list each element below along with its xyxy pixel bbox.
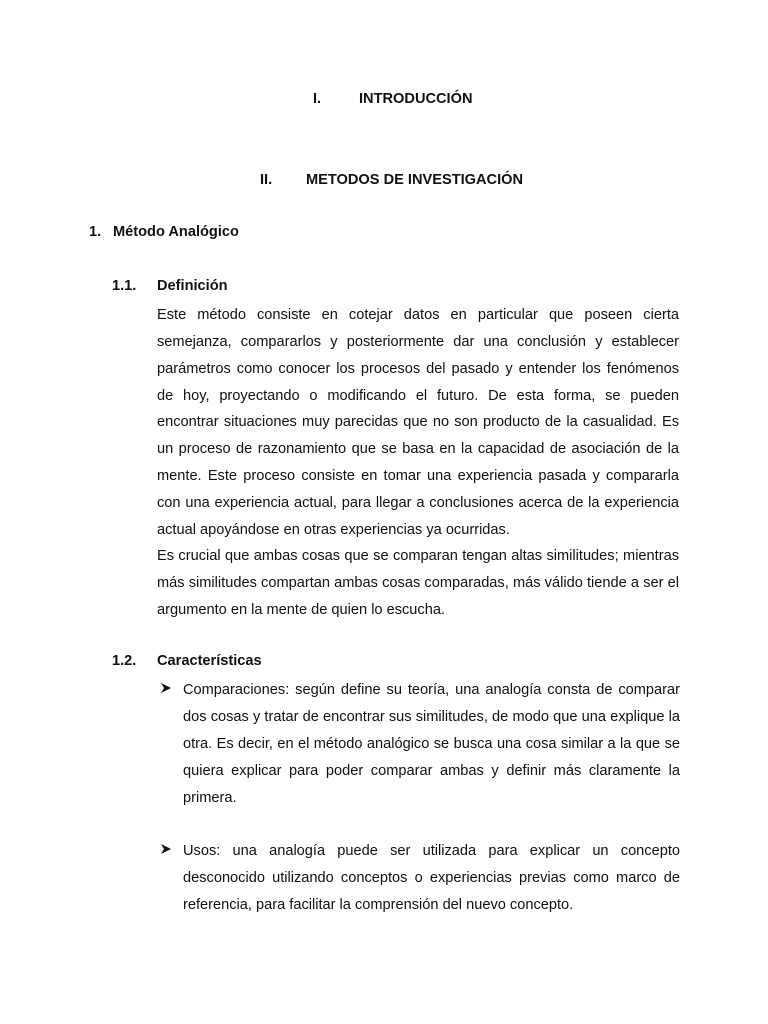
subsection-number: 1.1.	[112, 278, 137, 294]
heading-title: METODOS DE INVESTIGACIÓN	[306, 172, 524, 188]
bullet-text: Usos: una analogía puede ser utilizada para explicar un concepto desconocido utilizando conceptos o experiencias previas como marco de referencia, para facilitar la comprensión del nuevo concepto.	[183, 843, 680, 913]
subsection-title: Definición	[157, 278, 228, 294]
heading-numeral: II.	[260, 172, 273, 188]
subsection-number: 1.2.	[112, 653, 137, 669]
section-metodo-analogico	[89, 224, 239, 240]
definicion-paragraph-2: Es crucial que ambas cosas que se comparan tengan altas similitudes; mientras más similitudes compartan ambas cosas comparadas, más válido tiende a ser el argumento en la mente de quien lo escucha.	[157, 548, 679, 618]
arrow-right-icon	[160, 682, 172, 694]
subsection-caracteristicas	[112, 653, 412, 673]
subsection-definicion	[112, 278, 412, 298]
section-title: Método Analógico	[113, 224, 239, 240]
section-number: 1.	[89, 224, 102, 240]
arrow-right-icon	[160, 843, 172, 855]
bullet-text: Comparaciones: según define su teoría, una analogía consta de comparar dos cosas y tratar de encontrar sus similitudes, de modo que una explique la otra. Es decir, en el método analógico se busca una cosa similar a la que se quiera explicar para poder comparar ambas y definir más claramente la primera.	[183, 682, 680, 806]
heading-introduccion	[313, 91, 513, 111]
heading-numeral: I.	[313, 91, 322, 107]
heading-title: INTRODUCCIÓN	[359, 91, 473, 107]
heading-metodos	[260, 172, 580, 192]
subsection-title: Características	[157, 653, 262, 669]
definicion-paragraph-1: Este método consiste en cotejar datos en particular que poseen cierta semejanza, compararlos y posteriormente dar una conclusión y establecer parámetros como conocer los procesos del pasado y entender los fenómenos de hoy, proyectando o modificando el futuro. De esta forma, se pueden encontrar situaciones muy parecidas que no son producto de la casualidad. Es un proceso de razonamiento que se basa en la capacidad de asociación de la mente. Este proceso consiste en tomar una experiencia pasada y compararla con una experiencia actual, para llegar a conclusiones acerca de la experiencia actual apoyándose en otras experiencias ya ocurridas.	[157, 307, 679, 538]
